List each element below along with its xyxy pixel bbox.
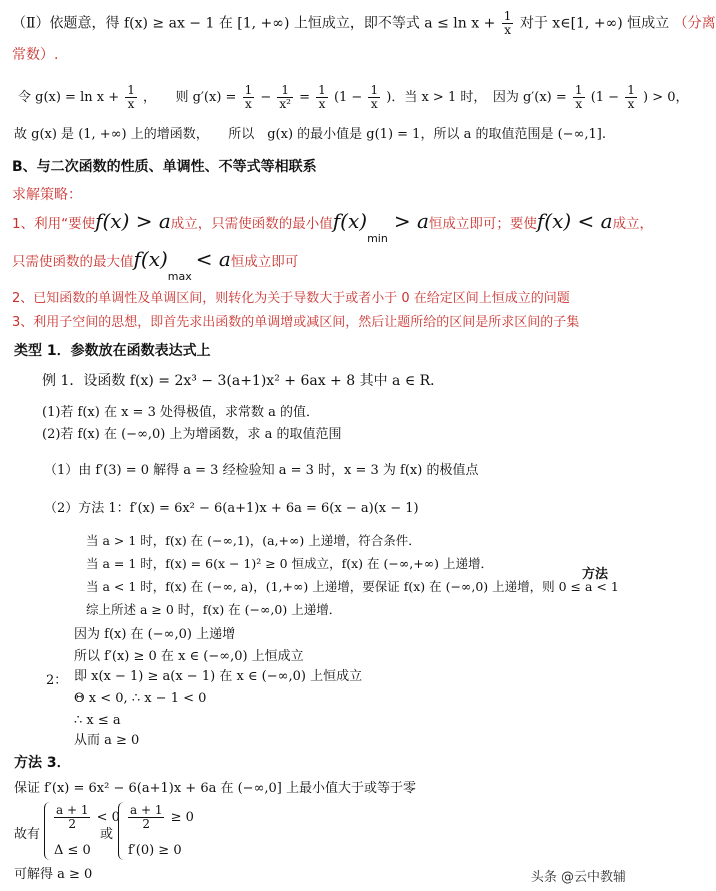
- method2-line2: 所以 f′(x) ≥ 0 在 x ∈ (−∞,0) 上恒成立: [74, 649, 304, 664]
- type1-heading: 类型 1．参数放在函数表达式上: [14, 343, 211, 359]
- case-3: 当 a < 1 时，f(x) 在 (−∞, a)，(1,+∞) 上递增，要保证 f(x) 在 (−∞,0) 上递增，则 0 ≤ a < 1: [86, 579, 619, 594]
- strategy-1: 1、利用“要使f(x) > a成立，只需使函数的最小值$f(x)_{min}> a$恒成立即可；要使f(x) < a成立，: [12, 209, 654, 245]
- condition-1: $\frac{a + 1}{2}$ < 0: [56, 803, 120, 831]
- left-brace-2: [118, 802, 125, 860]
- sec2-line1: [12, 10, 716, 37]
- condition-3: $\frac{a + 1}{2}$ ≥ 0: [130, 803, 194, 831]
- method2-label: 2：: [46, 673, 68, 688]
- sec2-line3: 令 g(x) = ln x + $\frac{1}{x}$ ， 则 g′(x) = $\frac{1}{x}$ − $\frac{1}{\text{x²}}$ = $\frac{1}{x}$ (1 − $\frac{1}{x}$ )．当 x > 1 时， 因为 g′(x) = $\frac{1}{x}$ (1 − $\frac{1}{x}$ ) > 0，: [18, 83, 689, 111]
- case-summary: 综上所述 a ≥ 0 时，f(x) 在 (−∞,0) 上递增．: [86, 602, 342, 617]
- method3-heading: 方法 3．: [14, 755, 71, 771]
- question-2: (2)若 f(x) 在 (−∞,0) 上为增函数，求 a 的取值范围: [42, 427, 342, 442]
- method2-line1: 因为 f(x) 在 (−∞,0) 上递增: [74, 627, 236, 642]
- fraction: $\frac{1}{x}$: [503, 9, 512, 37]
- or-label: 或: [100, 827, 114, 842]
- example-1: 例 1．设函数 f(x) = 2x³ − 3(a+1)x² + 6ax + 8 其中 a ∈ R．: [42, 373, 445, 389]
- watermark: 头条 @云中教辅: [530, 870, 626, 885]
- strategy-label: 求解策略：: [12, 187, 82, 203]
- case-1: 当 a > 1 时，f(x) 在 (−∞,1)，(a,+∞) 上递增，符合条件．: [86, 533, 421, 548]
- section-b-title: B、与二次函数的性质、单调性、不等式等相联系: [12, 159, 317, 175]
- condition-4: f′(0) ≥ 0: [128, 843, 182, 858]
- strategy-3: 3、利用子空间的思想，即首先求出函数的单调增或减区间，然后让题所给的区间是所求区间的子集: [12, 315, 580, 330]
- case-2: 当 a = 1 时，f(x) = 6(x − 1)² ≥ 0 恒成立，f(x) 在 (−∞,+∞) 上递增．: [86, 556, 493, 571]
- sec2-line1-text-b: 对于 x∈[1, +∞) 恒成立: [519, 15, 670, 32]
- sec2-line2: 常数）.: [12, 47, 59, 63]
- question-1: (1)若 f(x) 在 x = 3 处得极值，求常数 a 的值．: [42, 405, 320, 420]
- sec2-line4: 故 g(x) 是 (1, +∞) 上的增函数， 所以 g(x) 的最小值是 g(1) = 1，所以 a 的取值范围是 (−∞,1].: [14, 127, 607, 142]
- method-label: 方法: [582, 567, 609, 582]
- answer-2-method1: （2）方法 1：f′(x) = 6x² − 6(a+1)x + 6a = 6(x − a)(x − 1): [44, 501, 419, 516]
- method3-line1: 保证 f′(x) = 6x² − 6(a+1)x + 6a 在 (−∞,0] 上最小值大于或等于零: [14, 781, 417, 796]
- sec2-line1-red: （分离: [673, 15, 716, 32]
- left-brace-1: [44, 802, 51, 860]
- method2-line5: ∴ x ≤ a: [74, 713, 121, 728]
- method2-line4: Θ x < 0, ∴ x − 1 < 0: [74, 691, 207, 706]
- condition-2: Δ ≤ 0: [54, 843, 91, 858]
- sec2-line1-text: （Ⅱ）依题意，得 f(x) ≥ ax − 1 在 [1, +∞) 上恒成立，即不等式 a ≤ ln x +: [12, 15, 496, 32]
- answer-1: （1）由 f′(3) = 0 解得 a = 3 经检验知 a = 3 时，x = 3 为 f(x) 的极值点: [44, 463, 479, 478]
- method2-line3: 即 x(x − 1) ≥ a(x − 1) 在 x ∈ (−∞,0) 上恒成立: [74, 669, 363, 684]
- method2-line6: 从而 a ≥ 0: [74, 733, 140, 748]
- method3-final: 可解得 a ≥ 0: [14, 867, 93, 882]
- strategy-2: 2、已知函数的单调性及单调区间，则转化为关于导数大于或者小于 0 在给定区间上恒成立的问题: [12, 291, 570, 306]
- method3-therefore: 故有: [14, 827, 41, 842]
- strategy-1b: 只需使函数的最大值$f(x)_{max}< a$恒成立即可: [12, 247, 299, 283]
